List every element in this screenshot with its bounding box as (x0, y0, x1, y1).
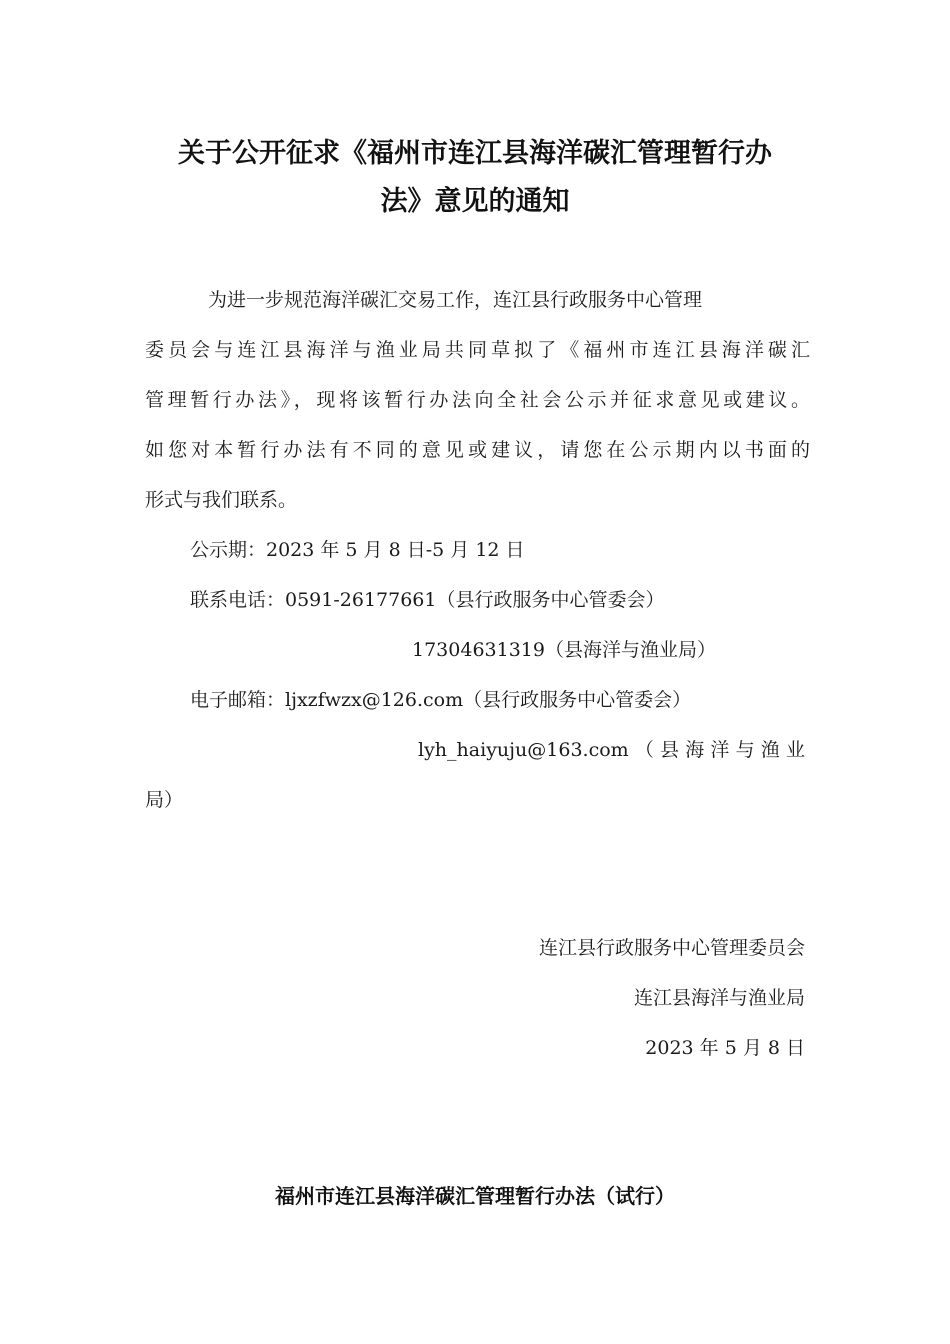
contact-phone-line-2: 17304631319（县海洋与渔业局） (412, 639, 716, 661)
body-line-2: 委员会与连江县海洋与渔业局共同草拟了《福州市连江县海洋碳汇 (145, 339, 810, 361)
body-line-3: 管理暂行办法》，现将该暂行办法向全社会公示并征求意见或建议。 (145, 389, 810, 411)
contact-email-line-1: 电子邮箱：ljxzfwzx@126.com（县行政服务中心管委会） (190, 689, 692, 711)
notice-title-line-2: 法》意见的通知 (380, 186, 570, 217)
signature-date: 2023 年 5 月 8 日 (645, 1037, 805, 1059)
signature-org-1: 连江县行政服务中心管理委员会 (538, 937, 805, 959)
contact-email-line-2: lyh_haiyuju@163.com（县海洋与渔业 (418, 739, 805, 761)
body-line-4: 如您对本暂行办法有不同的意见或建议，请您在公示期内以书面的 (145, 439, 810, 461)
body-line-5: 形式与我们联系。 (145, 489, 298, 511)
contact-phone-line-1: 联系电话：0591-26177661（县行政服务中心管委会） (190, 589, 665, 611)
signature-org-2: 连江县海洋与渔业局 (633, 987, 805, 1009)
regulation-title: 福州市连江县海洋碳汇管理暂行办法（试行） (275, 1184, 675, 1208)
contact-email-line-3: 局） (145, 789, 184, 811)
body-line-1: 为进一步规范海洋碳汇交易工作，连江县行政服务中心管理 (208, 289, 703, 311)
notice-title-line-1: 关于公开征求《福州市连江县海洋碳汇管理暂行办 (178, 138, 772, 169)
public-period: 公示期：2023 年 5 月 8 日-5 月 12 日 (190, 539, 525, 561)
